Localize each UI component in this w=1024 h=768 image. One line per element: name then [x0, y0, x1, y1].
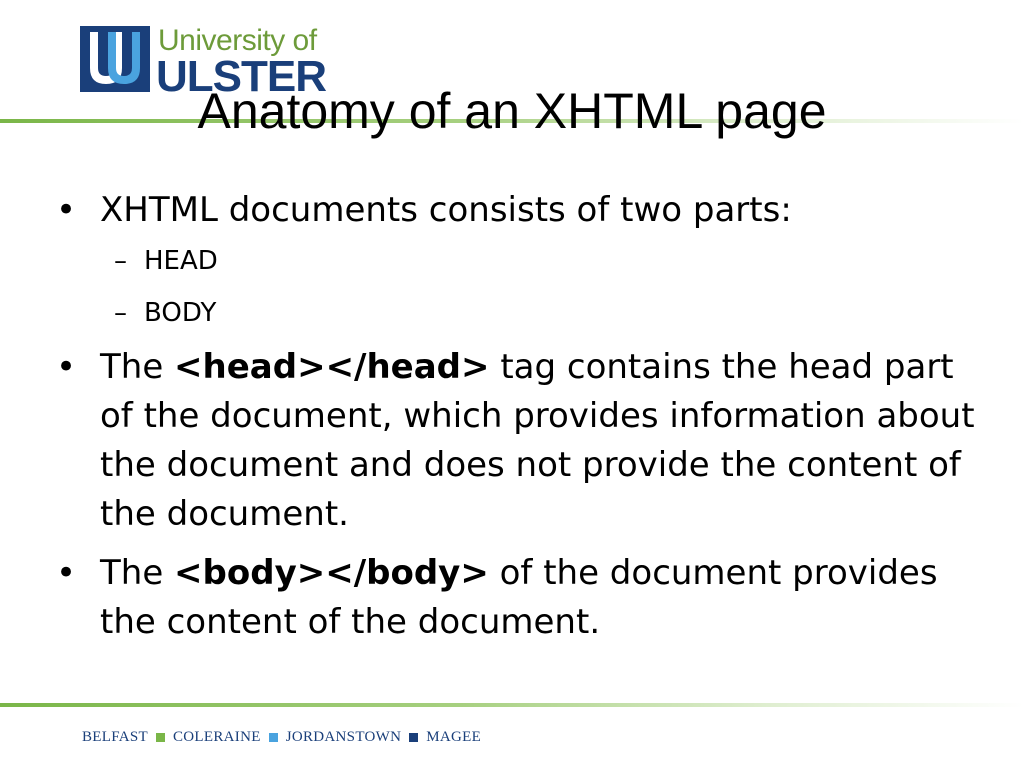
campus-footer	[82, 729, 481, 746]
bullet-dot-icon: •	[56, 347, 77, 387]
navy-square-icon	[409, 733, 418, 742]
green-square-icon	[156, 733, 165, 742]
sub-bullet-head-text: HEAD	[144, 246, 218, 276]
dash-icon: –	[114, 246, 127, 276]
bullet-body-post: of the document provides the content of the document.	[100, 553, 938, 642]
campus-magee: MAGEE	[426, 729, 482, 745]
dash-icon: –	[114, 298, 127, 328]
campus-jordanstown: JORDANSTOWN	[285, 729, 402, 745]
slide-body	[56, 186, 986, 647]
bullet-body-pre: The	[100, 553, 175, 593]
bullet-dot-icon: •	[56, 553, 77, 593]
bullet-parts	[56, 186, 986, 235]
bullet-body-tag	[56, 549, 986, 647]
bullet-head-tag	[56, 343, 986, 539]
blue-square-icon	[269, 733, 278, 742]
head-tag-code: <head></head>	[174, 347, 490, 387]
body-tag-code: <body></body>	[174, 553, 489, 593]
logo-line-ulster: ULSTER	[156, 52, 326, 101]
sub-bullet-head	[56, 235, 986, 287]
bullet-head-pre: The	[100, 347, 175, 387]
bottom-divider	[0, 703, 1024, 707]
bullet-parts-text: XHTML documents consists of two parts:	[100, 190, 792, 230]
sub-bullet-body	[56, 287, 986, 339]
campus-belfast: BELFAST	[82, 729, 148, 745]
sub-bullet-body-text: BODY	[144, 298, 217, 328]
bullet-dot-icon: •	[56, 190, 77, 230]
bullet-head-post: tag contains the head part of the document, which provides information about the document and does not provide the content of the document.	[100, 347, 975, 534]
logo-line-university: University of	[158, 24, 317, 57]
slide-title: Anatomy of an XHTML page	[197, 83, 827, 139]
campus-coleraine: COLERAINE	[173, 729, 261, 745]
